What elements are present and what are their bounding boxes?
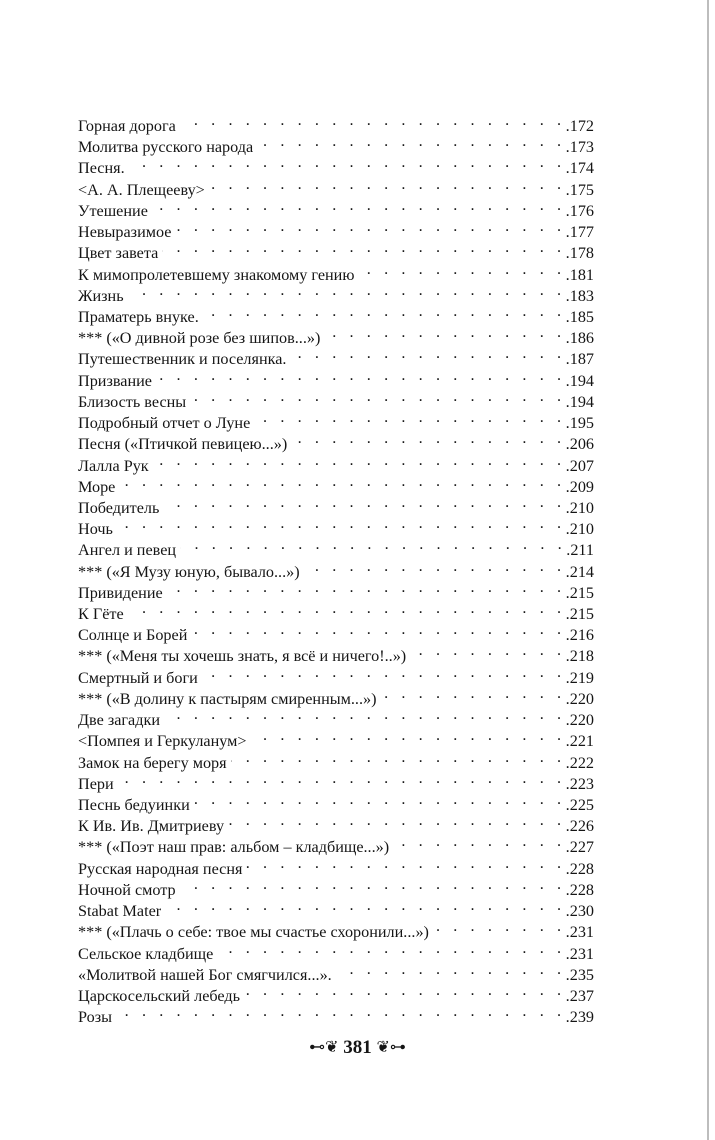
- entry-title: Солнце и Борей: [78, 626, 188, 645]
- dot-leader: [163, 492, 565, 513]
- entry-page: .219: [565, 668, 594, 687]
- entry-page: .172: [565, 117, 594, 135]
- dot-leader: [380, 683, 565, 704]
- toc-entry: [78, 471, 594, 496]
- toc-entry: [78, 152, 594, 178]
- dot-leader: [164, 704, 566, 725]
- entry-title: <А. А. Плещееву>: [78, 180, 205, 199]
- toc-entry: [78, 513, 594, 539]
- dot-leader: [231, 747, 566, 768]
- entry-page: .221: [565, 732, 594, 751]
- toc-entry: [78, 619, 594, 645]
- entry-page: .194: [565, 371, 594, 390]
- entry-page: .226: [565, 817, 594, 836]
- entry-title: *** («Меня ты хочешь знать, я всё и ничего!..»): [78, 647, 407, 666]
- toc-entry: [78, 301, 594, 326]
- dot-leader: [304, 556, 566, 577]
- entry-title: Жизнь: [78, 286, 124, 305]
- entry-title: *** («Я Музу юную, бывало...»): [78, 562, 300, 581]
- entry-page: .210: [565, 520, 594, 539]
- toc-entry: [78, 216, 594, 242]
- entry-page: .176: [565, 201, 594, 220]
- entry-title: Сельское кладбище: [78, 944, 214, 963]
- entry-page: .187: [565, 350, 594, 369]
- dot-leader: [291, 428, 565, 449]
- dot-leader: [180, 534, 566, 555]
- entry-title: Привидение: [78, 583, 163, 602]
- dot-leader: [194, 789, 566, 810]
- toc-entry: [78, 768, 594, 793]
- entry-page: .210: [565, 498, 594, 517]
- entry-title: *** («Поэт наш прав: альбом – кладбище...»): [78, 838, 390, 857]
- dot-leader: [410, 640, 565, 661]
- entry-page: .181: [565, 265, 594, 284]
- entry-title: *** («Плачь о себе: твое мы счастье схоронили...»): [78, 923, 429, 942]
- dot-leader: [254, 407, 565, 428]
- ornament-left-icon: ⊷❦: [309, 1039, 339, 1056]
- entry-page: .231: [565, 944, 594, 963]
- dot-leader: [119, 471, 565, 492]
- entry-page: .222: [565, 753, 594, 772]
- entry-page: .177: [565, 223, 594, 242]
- entry-title: *** («В долину к пастырям смиренным...»): [78, 689, 377, 708]
- entry-title: Ангел и певец: [78, 541, 177, 560]
- dot-leader: [190, 386, 566, 407]
- dot-leader: [257, 131, 565, 152]
- dot-leader: [202, 662, 566, 683]
- entry-title: *** («О дивной розе без шипов...»): [78, 329, 321, 348]
- entry-page: .185: [565, 307, 594, 326]
- dot-leader: [128, 598, 566, 619]
- dot-leader: [162, 237, 565, 258]
- toc-entry: [78, 789, 594, 814]
- toc-entry: [78, 1001, 594, 1027]
- entry-title: Молитва русского народа: [78, 138, 254, 157]
- entry-title: <Помпея и Геркуланум>: [78, 732, 247, 751]
- entry-title: Подробный отчет о Луне: [78, 414, 251, 433]
- ornament-right-icon: ❦⊶: [376, 1039, 406, 1056]
- entry-page: .237: [565, 986, 594, 1005]
- entry-page: .195: [565, 414, 594, 433]
- toc-entry: [78, 110, 594, 135]
- entry-title: Море: [78, 477, 116, 496]
- toc-entry: [78, 174, 594, 199]
- entry-page: .178: [565, 244, 594, 263]
- entry-page: .209: [565, 477, 594, 496]
- dot-leader: [244, 980, 566, 1001]
- dot-leader: [117, 513, 566, 534]
- entry-page: .223: [565, 774, 594, 793]
- dot-leader: [180, 110, 566, 131]
- entry-page: .215: [565, 605, 594, 624]
- entry-page: .206: [565, 435, 594, 454]
- dot-leader: [324, 322, 565, 343]
- dot-leader: [246, 853, 565, 874]
- entry-page: .228: [565, 880, 594, 899]
- entry-page: .235: [565, 965, 594, 984]
- table-of-contents: [78, 110, 594, 1027]
- dot-leader: [217, 938, 565, 959]
- dot-leader: [129, 152, 566, 173]
- dot-leader: [116, 1001, 566, 1022]
- dot-leader: [180, 874, 566, 895]
- entry-title: «Молитвой нашей Бог смягчился...».: [78, 965, 332, 984]
- entry-page: .220: [565, 689, 594, 708]
- entry-title: К Гёте: [78, 605, 124, 624]
- entry-page: .216: [565, 626, 594, 645]
- toc-entry: [78, 492, 594, 517]
- toc-entry: [78, 365, 594, 390]
- entry-title: Невыразимое: [78, 223, 172, 242]
- entry-title: Смертный и боги: [78, 668, 198, 687]
- dot-leader: [191, 619, 565, 640]
- entry-title: Утешение: [78, 201, 148, 220]
- entry-page: .218: [565, 647, 594, 666]
- entry-page: .231: [565, 923, 594, 942]
- dot-leader: [393, 831, 566, 852]
- entry-title: Призвание: [78, 371, 152, 390]
- dot-leader: [209, 174, 566, 195]
- dot-leader: [433, 916, 566, 937]
- entry-page: .211: [566, 541, 594, 560]
- entry-title: К мимопролетевшему знакомому гению: [78, 265, 355, 284]
- entry-title: Близость весны: [78, 392, 187, 411]
- page-footer: [0, 1037, 715, 1059]
- entry-title: Праматерь внуке.: [78, 307, 199, 326]
- entry-page: .214: [565, 562, 594, 581]
- entry-title: Русская народная песня: [78, 859, 243, 878]
- dot-leader: [358, 259, 565, 280]
- entry-page: .230: [565, 902, 594, 921]
- entry-page: .207: [565, 456, 594, 475]
- entry-title: Царскосельский лебедь: [78, 986, 241, 1005]
- dot-leader: [251, 725, 566, 746]
- entry-title: Пери: [78, 774, 114, 793]
- entry-title: Путешественник и поселянка.: [78, 350, 287, 369]
- entry-page: .227: [565, 838, 594, 857]
- entry-title: Песнь бедуинки: [78, 796, 190, 814]
- entry-page: .175: [565, 180, 594, 199]
- page-number: 381: [343, 1037, 372, 1058]
- page-edge: [707, 0, 709, 1140]
- entry-title: Лалла Рук: [78, 456, 149, 475]
- dot-leader: [152, 195, 566, 216]
- entry-title: Победитель: [78, 498, 160, 517]
- entry-page: .225: [565, 796, 594, 814]
- entry-title: Stabat Mater: [78, 902, 162, 921]
- entry-page: .228: [565, 859, 594, 878]
- dot-leader: [175, 216, 565, 237]
- entry-page: .183: [565, 286, 594, 305]
- toc-entry: [78, 598, 594, 624]
- dot-leader: [167, 577, 566, 598]
- entry-page: .186: [565, 329, 594, 348]
- dot-leader: [228, 810, 566, 831]
- entry-page: .174: [565, 159, 594, 178]
- dot-leader: [153, 450, 566, 471]
- entry-page: .220: [565, 711, 594, 730]
- dot-leader: [165, 895, 566, 916]
- entry-title: К Ив. Ив. Дмитриеву: [78, 817, 225, 836]
- dot-leader: [203, 301, 566, 322]
- dot-leader: [290, 343, 565, 364]
- entry-title: Розы: [78, 1008, 112, 1027]
- dot-leader: [156, 365, 566, 386]
- toc-entry: [78, 280, 594, 305]
- entry-title: Две загадки: [78, 711, 160, 730]
- entry-page: .173: [565, 138, 594, 157]
- dot-leader: [128, 280, 566, 301]
- toc-entry: [78, 534, 594, 560]
- dot-leader: [118, 768, 566, 789]
- entry-title: Песня («Птичкой певицею...»): [78, 435, 288, 454]
- entry-title: Песня.: [78, 159, 125, 178]
- entry-title: Ночь: [78, 520, 113, 539]
- toc-entry: [78, 450, 594, 475]
- dot-leader: [336, 959, 566, 980]
- entry-title: Ночной смотр: [78, 880, 176, 899]
- entry-page: .194: [565, 392, 594, 411]
- entry-page: .239: [565, 1008, 594, 1027]
- toc-entry: [78, 195, 594, 220]
- entry-title: Замок на берегу моря: [78, 753, 227, 772]
- entry-title: Горная дорога: [78, 117, 176, 135]
- entry-title: Цвет завета: [78, 244, 159, 263]
- entry-page: .215: [565, 583, 594, 602]
